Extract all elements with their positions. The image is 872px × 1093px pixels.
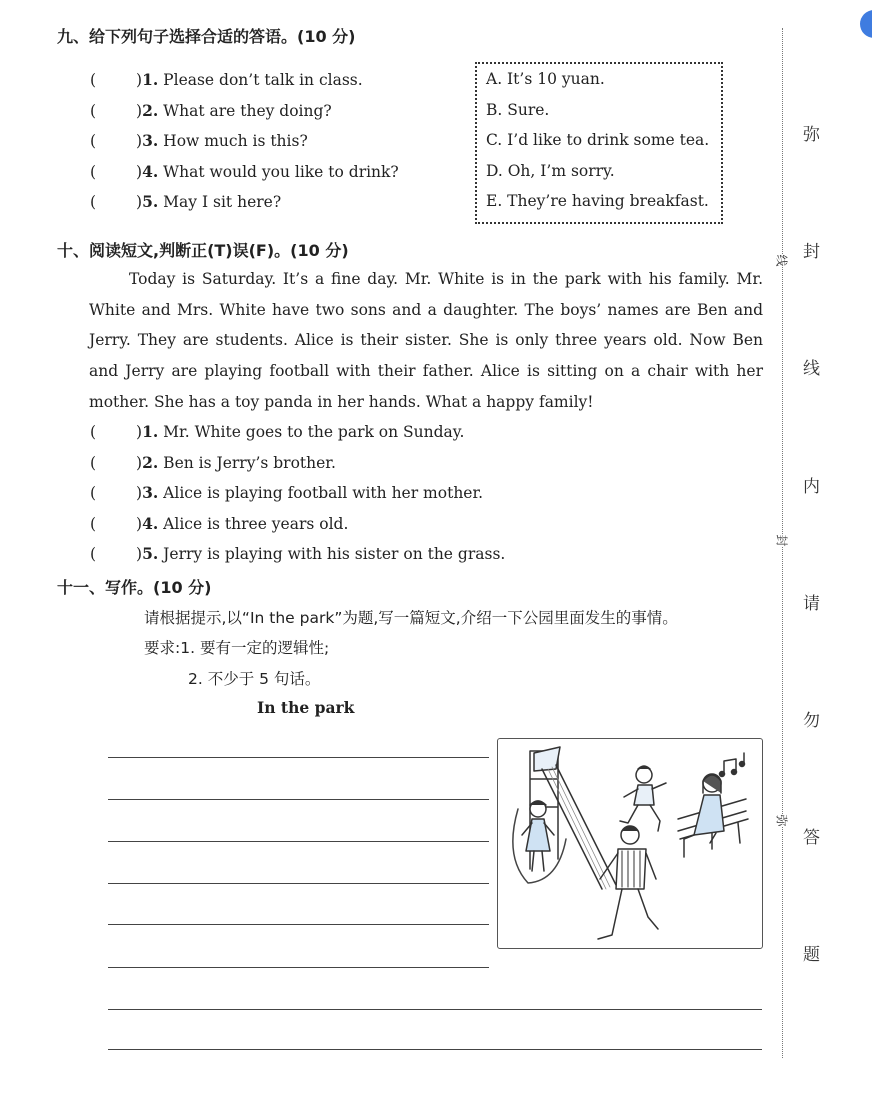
s10-num-1: 1.	[142, 422, 159, 441]
s9-text-4: What would you like to drink?	[158, 163, 399, 181]
s10-question-1	[90, 422, 464, 441]
margin-char-7: 答	[803, 828, 820, 848]
seal-mark-feng: 封	[772, 534, 793, 546]
margin-char-1: 弥	[803, 125, 820, 145]
s10-question-2	[90, 453, 336, 472]
s10-answer-slot-3[interactable]: (	[90, 484, 97, 502]
s9-num-4: 4.	[142, 162, 159, 181]
s9-answer-slot-1[interactable]: (	[90, 71, 97, 89]
writing-line-3[interactable]	[108, 841, 489, 842]
s9-paren-close-3: )	[136, 132, 143, 150]
writing-requirement-1: 要求:1. 要有一定的逻辑性;	[144, 639, 330, 657]
section11-heading: 十一、写作。(10 分)	[57, 578, 212, 597]
s9-text-2: What are they doing?	[158, 102, 332, 120]
s9-num-3: 3.	[142, 131, 159, 150]
writing-line-2[interactable]	[108, 799, 489, 800]
s9-answer-slot-4[interactable]: (	[90, 163, 97, 181]
s9-answer-slot-3[interactable]: (	[90, 132, 97, 150]
writing-line-1[interactable]	[108, 757, 489, 758]
s9-num-5: 5.	[142, 192, 159, 211]
s10-paren-close-1: )	[136, 423, 143, 441]
writing-line-7[interactable]	[108, 1009, 762, 1010]
s10-question-5	[90, 544, 505, 563]
s10-answer-slot-1[interactable]: (	[90, 423, 97, 441]
s10-paren-close-3: )	[136, 484, 143, 502]
s10-question-3	[90, 483, 483, 502]
reading-passage: Today is Saturday. It’s a fine day. Mr. White is in the park with his family. Mr. White and Mrs. White have two sons and a daughter. The boys’ names are Ben and Jerry. They are students. Alice is their sister. She is only three years old. Now Ben and Jerry are playing football with their father. Alice is sitting on a chair with her mother. She has a toy panda in her hands. What a happy family!	[89, 270, 763, 411]
answer-option-e: E. They’re having breakfast.	[486, 192, 709, 210]
margin-char-6: 勿	[803, 711, 820, 731]
seal-mark-mi: 弥	[772, 814, 793, 826]
s10-question-4	[90, 514, 348, 533]
answer-option-c: C. I’d like to drink some tea.	[486, 131, 710, 149]
s10-num-4: 4.	[142, 514, 159, 533]
answer-option-b: B. Sure.	[486, 101, 550, 119]
s9-text-5: May I sit here?	[158, 193, 282, 211]
margin-char-4: 内	[803, 477, 820, 497]
writing-title: In the park	[257, 698, 355, 717]
writing-requirement-2: 2. 不少于 5 句话。	[188, 670, 321, 688]
margin-char-2: 封	[803, 242, 820, 262]
s10-num-3: 3.	[142, 483, 159, 502]
s10-text-4: Alice is three years old.	[158, 515, 349, 533]
margin-char-8: 题	[803, 945, 820, 965]
s9-paren-close-5: )	[136, 193, 143, 211]
writing-line-6[interactable]	[108, 967, 489, 968]
s9-question-2	[90, 101, 332, 120]
s10-answer-slot-4[interactable]: (	[90, 515, 97, 533]
park-illustration	[497, 738, 763, 949]
s9-num-2: 2.	[142, 101, 159, 120]
s10-num-5: 5.	[142, 544, 159, 563]
s10-text-3: Alice is playing football with her mother.	[158, 484, 484, 502]
s9-paren-close-4: )	[136, 163, 143, 181]
s9-question-4	[90, 162, 399, 181]
section9-heading: 九、给下列句子选择合适的答语。(10 分)	[57, 27, 356, 46]
s10-answer-slot-5[interactable]: (	[90, 545, 97, 563]
s9-answer-slot-5[interactable]: (	[90, 193, 97, 211]
s9-num-1: 1.	[142, 70, 159, 89]
s10-text-1: Mr. White goes to the park on Sunday.	[158, 423, 465, 441]
s9-paren-close-1: )	[136, 71, 143, 89]
park-scene-drawing	[498, 739, 762, 948]
corner-badge-icon[interactable]	[860, 10, 872, 38]
s10-paren-close-2: )	[136, 454, 143, 472]
writing-line-4[interactable]	[108, 883, 489, 884]
writing-prompt: 请根据提示,以“In the park”为题,写一篇短文,介绍一下公园里面发生的事情。	[144, 609, 678, 627]
s9-question-1	[90, 70, 363, 89]
section10-heading: 十、阅读短文,判断正(T)误(F)。(10 分)	[57, 241, 349, 260]
seal-mark-xian: 线	[772, 254, 793, 266]
s9-question-5	[90, 192, 281, 211]
margin-char-5: 请	[803, 594, 820, 614]
s9-paren-close-2: )	[136, 102, 143, 120]
s9-question-3	[90, 131, 308, 150]
answer-option-a: A. It’s 10 yuan.	[486, 70, 605, 88]
s9-answer-slot-2[interactable]: (	[90, 102, 97, 120]
s10-paren-close-4: )	[136, 515, 143, 533]
s9-text-3: How much is this?	[158, 132, 308, 150]
margin-char-3: 线	[803, 359, 820, 379]
s10-num-2: 2.	[142, 453, 159, 472]
answer-option-d: D. Oh, I’m sorry.	[486, 162, 615, 180]
s10-text-2: Ben is Jerry’s brother.	[158, 454, 336, 472]
writing-line-8[interactable]	[108, 1049, 762, 1050]
s10-answer-slot-2[interactable]: (	[90, 454, 97, 472]
s10-paren-close-5: )	[136, 545, 143, 563]
writing-line-5[interactable]	[108, 924, 489, 925]
s9-text-1: Please don’t talk in class.	[158, 71, 363, 89]
s10-text-5: Jerry is playing with his sister on the grass.	[158, 545, 506, 563]
